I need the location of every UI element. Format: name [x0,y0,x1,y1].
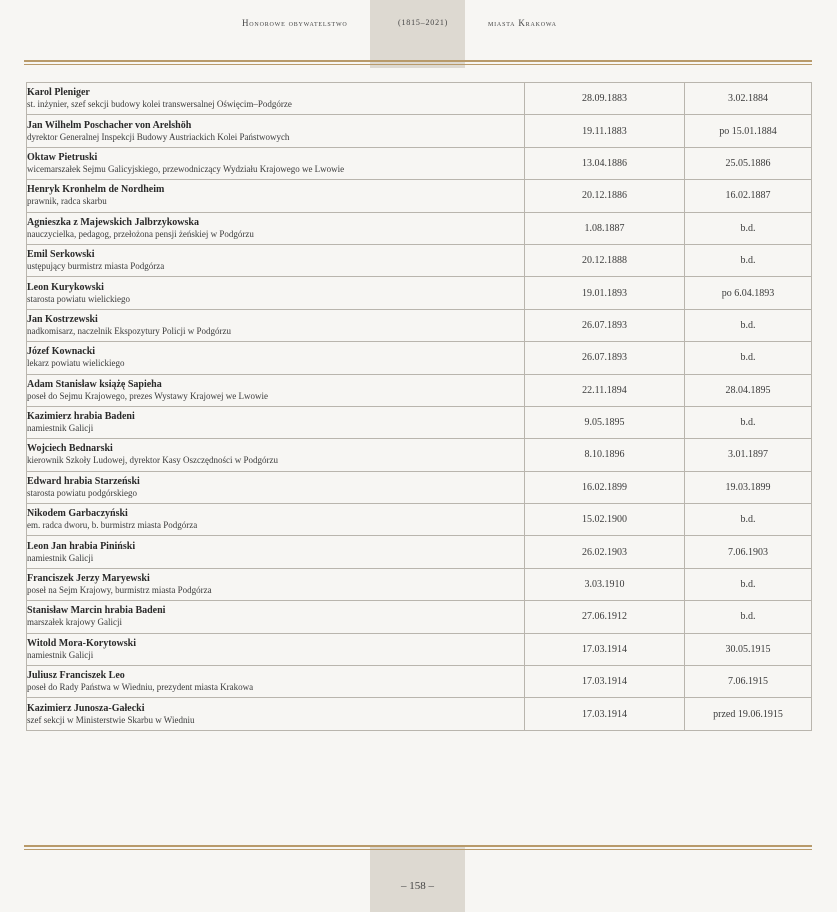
person-name: Leon Jan hrabia Piniński [27,540,136,552]
person-role: st. inżynier, szef sekcji budowy kolei transwersalnej Oświęcim–Podgórze [27,99,292,110]
table-row [27,244,812,276]
approval-date: b.d. [685,568,812,600]
table-row [27,374,812,406]
person-role: wicemarszałek Sejmu Galicyjskiego, przewodniczący Wydziału Krajowego we Lwowie [27,163,345,174]
resolution-date: 15.02.1900 [525,504,685,536]
person-cell [27,277,525,309]
person-name: Nikodem Garbaczyński [27,508,128,520]
table-row [27,406,812,438]
header-left: Honorowe obywatelstwo [242,18,348,28]
person-role: starosta powiatu podgórskiego [27,487,137,498]
person-cell [27,536,525,568]
table-row [27,666,812,698]
table-row [27,180,812,212]
approval-date: 3.02.1884 [685,83,812,115]
person-name: Wojciech Bednarski [27,443,113,455]
person-name: Kazimierz hrabia Badeni [27,411,135,423]
resolution-date: 26.07.1893 [525,342,685,374]
table-row [27,115,812,147]
person-role: starosta powiatu wielickiego [27,293,130,304]
person-name: Stanisław Marcin hrabia Badeni [27,605,166,617]
resolution-date: 17.03.1914 [525,698,685,730]
person-cell [27,406,525,438]
person-name: Karol Pleniger [27,87,90,99]
approval-date: przed 19.06.1915 [685,698,812,730]
person-cell [27,568,525,600]
honorary-citizens-table [26,82,812,731]
person-cell [27,633,525,665]
person-cell [27,374,525,406]
table-row [27,568,812,600]
approval-date: 7.06.1903 [685,536,812,568]
approval-date: po 15.01.1884 [685,115,812,147]
person-cell [27,147,525,179]
person-name: Edward hrabia Starzeński [27,475,140,487]
person-name: Witold Mora-Korytowski [27,637,136,649]
resolution-date: 17.03.1914 [525,666,685,698]
approval-date: b.d. [685,342,812,374]
person-role: poseł do Sejmu Krajowego, prezes Wystawy Krajowej we Lwowie [27,390,268,401]
table-row [27,504,812,536]
approval-date: 7.06.1915 [685,666,812,698]
person-name: Henryk Kronhelm de Nordheim [27,184,165,196]
running-header [0,18,837,32]
resolution-date: 13.04.1886 [525,147,685,179]
person-cell [27,115,525,147]
resolution-date: 22.11.1894 [525,374,685,406]
approval-date: 25.05.1886 [685,147,812,179]
table-row [27,536,812,568]
resolution-date: 1.08.1887 [525,212,685,244]
approval-date: 19.03.1899 [685,471,812,503]
approval-date: po 6.04.1893 [685,277,812,309]
person-name: Juliusz Franciszek Leo [27,670,125,682]
table-row [27,342,812,374]
approval-date: 30.05.1915 [685,633,812,665]
person-role: poseł do Rady Państwa w Wiedniu, prezydent miasta Krakowa [27,682,254,693]
header-band [370,0,465,68]
table-row [27,633,812,665]
approval-date: b.d. [685,244,812,276]
table-row [27,83,812,115]
resolution-date: 20.12.1886 [525,180,685,212]
header-middle: (1815–2021) [398,18,449,27]
bottom-rule [24,845,812,850]
person-name: Leon Kurykowski [27,281,104,293]
approval-date: b.d. [685,309,812,341]
person-cell [27,471,525,503]
resolution-date: 19.01.1893 [525,277,685,309]
approval-date: 3.01.1897 [685,439,812,471]
resolution-date: 8.10.1896 [525,439,685,471]
header-right: miasta Krakowa [488,18,557,28]
footer-band [370,846,465,912]
resolution-date: 3.03.1910 [525,568,685,600]
person-role: nauczycielka, pedagog, przełożona pensji żeńskiej w Podgórzu [27,228,254,239]
person-role: namiestnik Galicji [27,423,94,434]
table-row [27,212,812,244]
person-cell [27,309,525,341]
table-row [27,147,812,179]
approval-date: 28.04.1895 [685,374,812,406]
person-cell [27,601,525,633]
person-role: ustępujący burmistrz miasta Podgórza [27,261,165,272]
person-cell [27,698,525,730]
approval-date: b.d. [685,504,812,536]
person-cell [27,83,525,115]
person-role: poseł na Sejm Krajowy, burmistrz miasta Podgórza [27,585,212,596]
table-row [27,471,812,503]
page-number: – 158 – [401,880,434,892]
table-row [27,698,812,730]
person-name: Kazimierz Junosza-Gałecki [27,702,145,714]
person-name: Emil Serkowski [27,249,95,261]
person-cell [27,180,525,212]
person-name: Agnieszka z Majewskich Jalbrzykowska [27,216,199,228]
resolution-date: 9.05.1895 [525,406,685,438]
approval-date: b.d. [685,601,812,633]
person-name: Franciszek Jerzy Maryewski [27,573,150,585]
person-name: Józef Kownacki [27,346,96,358]
person-name: Adam Stanisław książę Sapieha [27,378,162,390]
table-row [27,277,812,309]
person-role: dyrektor Generalnej Inspekcji Budowy Austriackich Kolei Państwowych [27,131,290,142]
person-cell [27,342,525,374]
person-role: szef sekcji w Ministerstwie Skarbu w Wiedniu [27,714,195,725]
resolution-date: 17.03.1914 [525,633,685,665]
person-cell [27,504,525,536]
resolution-date: 27.06.1912 [525,601,685,633]
resolution-date: 16.02.1899 [525,471,685,503]
person-cell [27,212,525,244]
person-role: lekarz powiatu wielickiego [27,358,125,369]
top-rule [24,60,812,65]
person-name: Jan Wilhelm Poschacher von Arelshöh [27,119,192,131]
approval-date: 16.02.1887 [685,180,812,212]
person-role: namiestnik Galicji [27,552,94,563]
person-name: Jan Kostrzewski [27,313,98,325]
person-cell [27,666,525,698]
resolution-date: 26.07.1893 [525,309,685,341]
person-name: Oktaw Pietruski [27,151,98,163]
approval-date: b.d. [685,212,812,244]
resolution-date: 28.09.1883 [525,83,685,115]
person-role: marszałek krajowy Galicji [27,617,122,628]
table-row [27,439,812,471]
person-cell [27,439,525,471]
person-role: em. radca dworu, b. burmistrz miasta Podgórza [27,520,198,531]
person-role: kierownik Szkoły Ludowej, dyrektor Kasy Oszczędności w Podgórzu [27,455,278,466]
person-role: prawnik, radca skarbu [27,196,107,207]
resolution-date: 20.12.1888 [525,244,685,276]
table-row [27,601,812,633]
approval-date: b.d. [685,406,812,438]
person-role: namiestnik Galicji [27,649,94,660]
person-role: nadkomisarz, naczelnik Ekspozytury Policji w Podgórzu [27,325,231,336]
resolution-date: 26.02.1903 [525,536,685,568]
person-cell [27,244,525,276]
table-row [27,309,812,341]
resolution-date: 19.11.1883 [525,115,685,147]
